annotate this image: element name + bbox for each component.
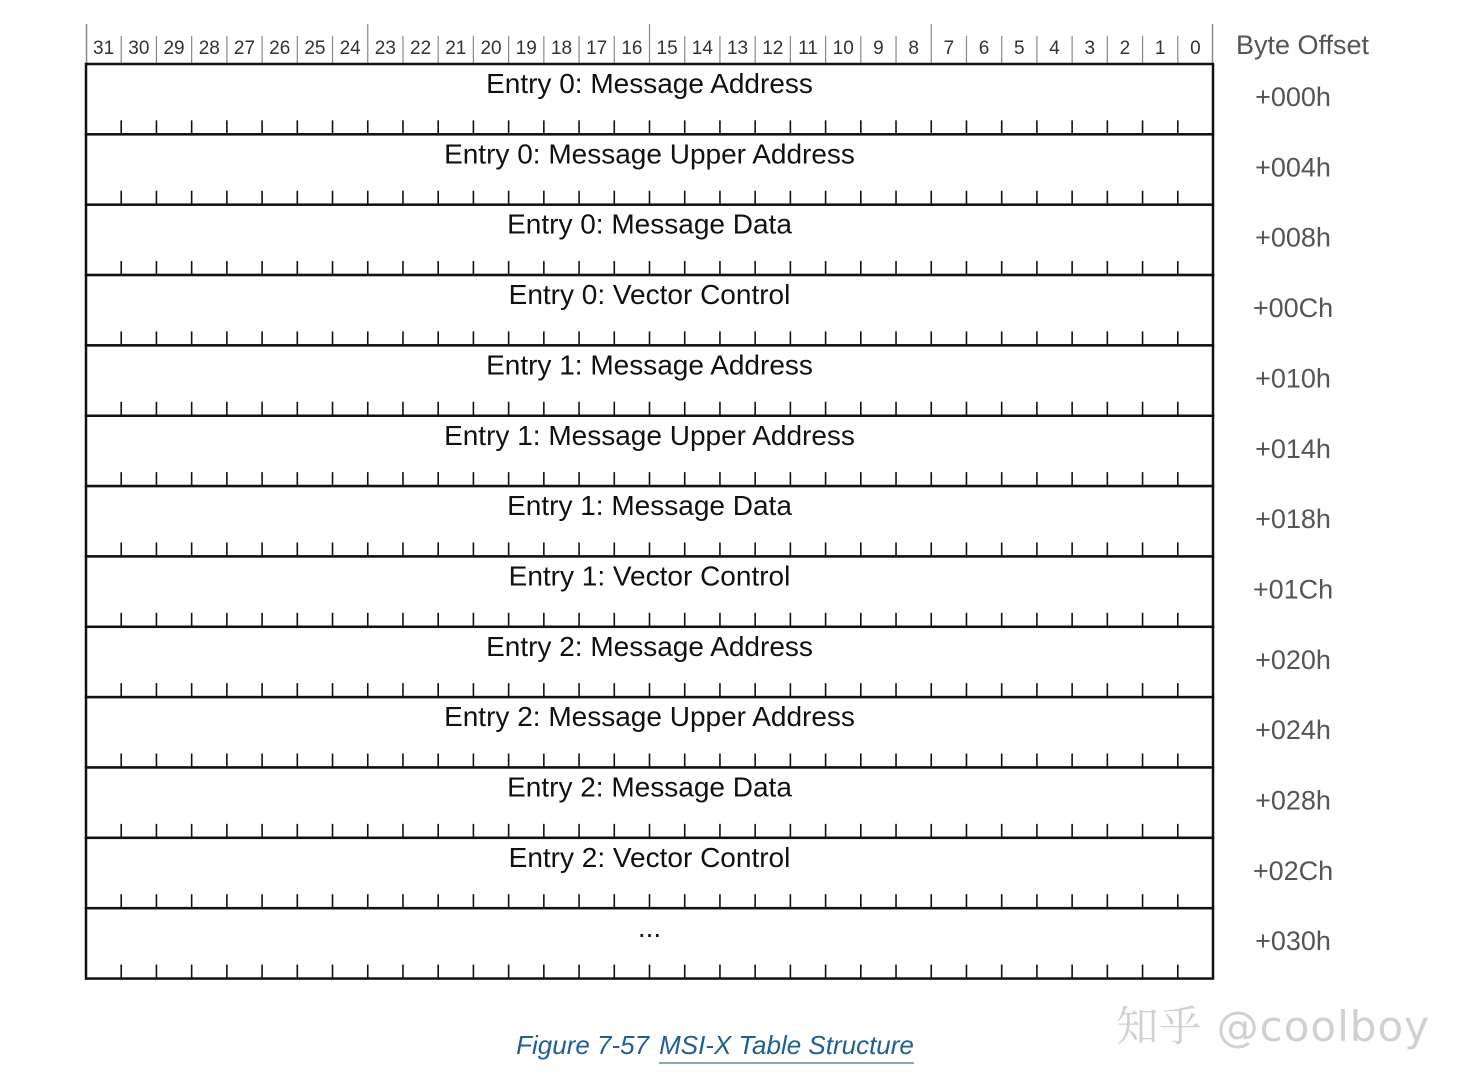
bit-number-label: 0	[1190, 38, 1201, 59]
register-row	[86, 345, 1331, 415]
bit-number-label: 17	[586, 38, 608, 59]
byte-offset-value: +018h	[1255, 504, 1331, 535]
register-row	[86, 64, 1331, 134]
bit-number-label: 25	[304, 38, 326, 59]
bit-number-label: 7	[943, 38, 955, 59]
register-row	[86, 134, 1331, 204]
byte-offset-value: +020h	[1255, 644, 1331, 675]
bit-number-label: 12	[762, 38, 784, 59]
figure-number: Figure 7-57	[516, 1030, 650, 1060]
bit-number-label: 31	[93, 38, 115, 59]
bit-number-label: 26	[269, 38, 291, 59]
register-field-label: ...	[637, 912, 662, 944]
bit-number-label: 19	[515, 38, 537, 59]
bit-number-label: 1	[1154, 38, 1166, 59]
register-field-label: Entry 2: Message Data	[507, 771, 792, 803]
bit-number-label: 16	[621, 38, 643, 59]
byte-offset-value: +030h	[1255, 926, 1331, 957]
bit-number-label: 21	[445, 38, 467, 59]
register-row	[86, 205, 1331, 275]
bit-number-label: 24	[339, 38, 361, 59]
byte-offset-value: +014h	[1255, 433, 1331, 464]
byte-offset-value: +02Ch	[1252, 855, 1334, 886]
byte-offset-value: +008h	[1255, 222, 1331, 253]
register-field-label: Entry 0: Vector Control	[508, 279, 791, 311]
register-field-label: Entry 0: Message Address	[486, 68, 813, 99]
bit-number-label: 14	[691, 38, 713, 59]
bit-number-label: 28	[198, 38, 220, 59]
bit-number-label: 8	[908, 38, 919, 59]
watermark-text: 知乎 @coolboy	[1116, 1002, 1430, 1051]
figure-title: MSI-X Table Structure	[659, 1030, 914, 1064]
bit-number-label: 22	[410, 38, 432, 59]
bit-number-label: 5	[1014, 38, 1025, 59]
byte-offset-value: +004h	[1255, 152, 1331, 183]
register-field-label: Entry 2: Message Upper Address	[444, 701, 855, 733]
bit-number-label: 3	[1084, 38, 1096, 59]
bit-number-label: 6	[978, 38, 990, 59]
bit-number-label: 4	[1049, 38, 1060, 59]
register-row	[86, 275, 1333, 345]
byte-offset-value: +028h	[1255, 785, 1331, 816]
register-row	[86, 908, 1331, 978]
bit-number-label: 20	[480, 38, 502, 59]
register-field-label: Entry 2: Message Address	[486, 630, 813, 662]
byte-offset-value: +000h	[1255, 82, 1331, 112]
register-row	[86, 697, 1331, 767]
bit-number-label: 29	[163, 38, 185, 59]
register-row	[86, 768, 1331, 838]
register-row	[86, 416, 1331, 486]
register-row	[86, 627, 1331, 697]
bit-number-header	[87, 24, 1213, 64]
byte-offset-value: +00Ch	[1252, 293, 1334, 324]
register-field-label: Entry 1: Message Data	[507, 490, 792, 522]
register-row	[86, 556, 1333, 626]
bit-number-label: 15	[656, 38, 678, 59]
register-row	[86, 838, 1333, 908]
bit-number-label: 9	[873, 38, 884, 59]
byte-offset-header: Byte Offset	[1236, 30, 1370, 60]
register-field-label: Entry 1: Vector Control	[508, 560, 791, 592]
byte-offset-value: +024h	[1255, 715, 1331, 746]
register-row	[86, 486, 1331, 556]
byte-offset-value: +01Ch	[1252, 574, 1334, 605]
register-field-label: Entry 1: Message Upper Address	[444, 419, 855, 451]
register-rows	[86, 64, 1333, 979]
bit-number-label: 23	[374, 38, 396, 59]
bit-number-label: 27	[233, 38, 256, 59]
bit-number-label: 11	[798, 38, 818, 59]
bit-number-label: 18	[550, 38, 573, 59]
bit-number-label: 10	[832, 38, 854, 59]
bit-number-label: 2	[1119, 38, 1131, 59]
register-field-label: Entry 1: Message Address	[486, 349, 813, 381]
register-field-label: Entry 2: Vector Control	[508, 841, 791, 873]
register-field-label: Entry 0: Message Data	[507, 208, 792, 240]
bit-number-label: 13	[726, 38, 749, 59]
register-field-label: Entry 0: Message Upper Address	[444, 138, 855, 170]
bit-number-label: 30	[128, 38, 150, 59]
byte-offset-value: +010h	[1255, 363, 1331, 394]
